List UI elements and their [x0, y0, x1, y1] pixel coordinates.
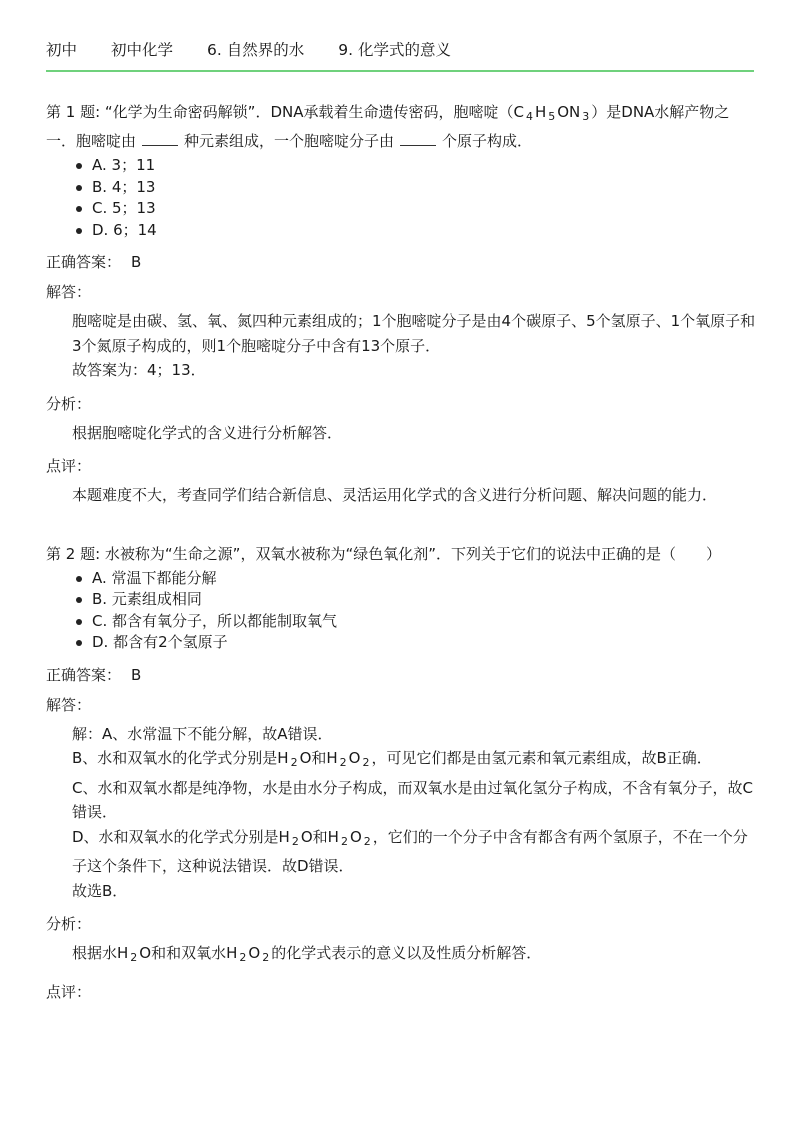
- solution-text: 胞嘧啶是由碳、氢、氧、氮四种元素组成的；1个胞嘧啶分子是由4个碳原子、5个氢原子、1个氧原子和3个氮原子构成的，则1个胞嘧啶分子中含有13个原子． 故答案为：4；13．: [72, 312, 756, 379]
- solution-text: 解：A、水常温下不能分解，故A错误． B、水和双氧水的化学式分别是H $_2$ O和H $_2$ O $_2$ ，可见它们都是由氢元素和氧元素组成，故B正确． C、水和双氧水都是纯净物，水是由水分子构成，而双氧水是由过氧化氢分子构成，不含有氧分子，故C错误． D、水和双氧水的化学式分别是H $_2$ O和H $_2$ O $_2$ ，它们的一个分子中含有都含有两个氢原子，不在一个分子这个条件下，这种说法错误．故D错误． 故选B．: [72, 724, 753, 900]
- option-b[interactable]: B. 4；13: [46, 177, 758, 199]
- breadcrumb-item-subject[interactable]: 初中化学: [111, 41, 174, 59]
- question-1: [46, 100, 758, 508]
- breadcrumb: [46, 38, 754, 60]
- option-c[interactable]: C. 都含有氧分子，所以都能制取氧气: [46, 611, 758, 633]
- analysis-text: 根据胞嘧啶化学式的含义进行分析解答．: [72, 423, 343, 442]
- question-list: [46, 100, 758, 1029]
- question-1-options: [46, 155, 758, 241]
- option-c[interactable]: C. 5；13: [46, 198, 758, 220]
- option-a[interactable]: A. 3；11: [46, 155, 758, 177]
- option-d[interactable]: D. 都含有2个氢原子: [46, 632, 758, 654]
- comment-label: 点评：: [46, 457, 92, 475]
- breadcrumb-item-level[interactable]: 初中: [46, 41, 78, 59]
- solution-label: 解答：: [46, 283, 92, 301]
- solution-label: 解答：: [46, 695, 92, 714]
- comment-text: 本题难度不大，考查同学们结合新信息、灵活运用化学式的含义进行分析问题、解决问题的能力．: [72, 486, 718, 504]
- breadcrumb-item-unit[interactable]: 6. 自然界的水: [207, 41, 305, 59]
- correct-answer: 正确答案： B: [46, 665, 142, 684]
- option-b[interactable]: B. 元素组成相同: [46, 589, 758, 611]
- question-2-stem: 第 2 题: 水被称为“生命之源”，双氧水被称为“绿色氧化剂”．下列关于它们的说法中正确的是（ ）: [46, 544, 721, 563]
- comment-label: 点评：: [46, 982, 92, 1001]
- answer-blank: [142, 131, 178, 146]
- option-a[interactable]: A. 常温下都能分解: [46, 568, 758, 590]
- analysis-text: 根据水H $_2$ O和和双氧水H $_2$ O $_2$ 的化学式表示的意义以及性质分析解答．: [72, 944, 542, 964]
- breadcrumb-item-topic[interactable]: 9. 化学式的意义: [338, 41, 451, 59]
- analysis-label: 分析：: [46, 915, 92, 933]
- header-divider: [46, 70, 754, 72]
- correct-answer: 正确答案： B: [46, 253, 142, 271]
- option-d[interactable]: D. 6；14: [46, 220, 758, 242]
- answer-blank: [400, 131, 436, 146]
- question-2-options: [46, 568, 758, 654]
- question-1-stem: 第 1 题: “化学为生命密码解锁”．DNA承载着生命遗传密码，胞嘧啶（C $_4$ H $_5$ ON $_3$ ）是DNA水解产物之一．胞嘧啶由 种元素组成，一个胞嘧啶分子由 个原子构成．: [46, 103, 730, 150]
- analysis-label: 分析：: [46, 394, 92, 413]
- question-2: [46, 542, 758, 1003]
